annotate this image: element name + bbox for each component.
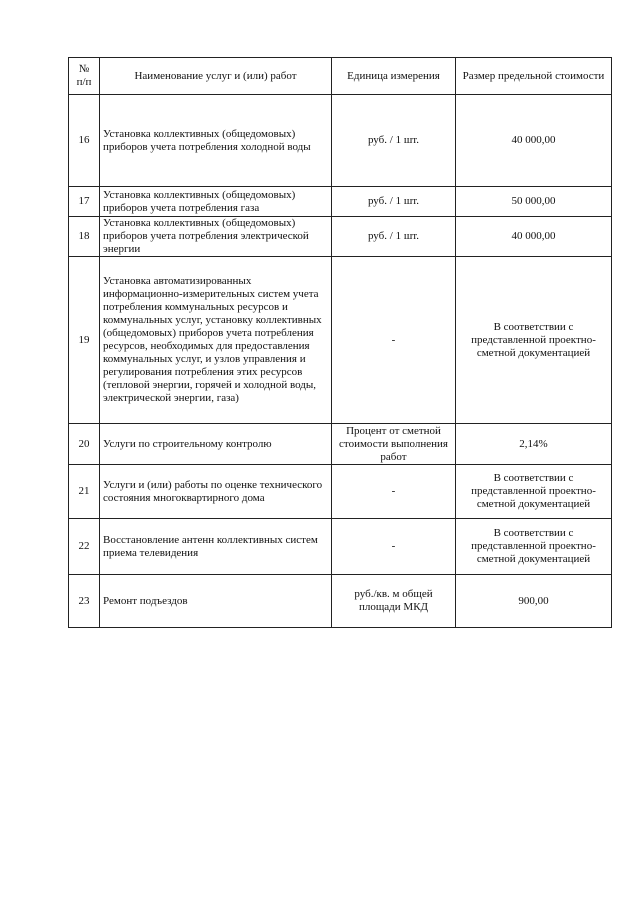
table-row	[69, 257, 612, 424]
row-num: 19	[69, 257, 100, 424]
row-unit: руб. / 1 шт.	[332, 95, 456, 187]
row-price: В соответствии с представленной проектно-сметной документацией	[456, 519, 612, 575]
row-num: 16	[69, 95, 100, 187]
row-num: 22	[69, 519, 100, 575]
row-num: 23	[69, 575, 100, 628]
row-unit: Процент от сметной стоимости выполнения работ	[332, 424, 456, 465]
row-name: Установка коллективных (общедомовых) приборов учета потребления холодной воды	[100, 95, 332, 187]
header-price: Размер предельной стоимости	[456, 58, 612, 95]
header-unit: Единица измерения	[332, 58, 456, 95]
header-num: № п/п	[69, 58, 100, 95]
row-name: Восстановление антенн коллективных систем приема телевидения	[100, 519, 332, 575]
row-num: 18	[69, 217, 100, 257]
row-unit: -	[332, 465, 456, 519]
row-unit: руб. / 1 шт.	[332, 187, 456, 217]
table-row	[69, 95, 612, 187]
row-name: Ремонт подъездов	[100, 575, 332, 628]
row-unit: -	[332, 257, 456, 424]
table-header-row	[69, 58, 612, 95]
row-name: Установка коллективных (общедомовых) приборов учета потребления электрической энергии	[100, 217, 332, 257]
table-row	[69, 465, 612, 519]
table-row	[69, 217, 612, 257]
row-name: Установка автоматизированных информационно-измерительных систем учета потребления коммунальных ресурсов и коммунальных услуг, установку коллективных (общедомовых) приборов учета потребления ресурсов, необходимых для предоставления коммунальных услуг, и узлов управления и регулирования потребления этих ресурсов (тепловой энергии, горячей и холодной воды, электрической энергии, газа)	[100, 257, 332, 424]
pricing-table	[68, 57, 612, 628]
row-price: 50 000,00	[456, 187, 612, 217]
row-name: Установка коллективных (общедомовых) приборов учета потребления газа	[100, 187, 332, 217]
row-num: 21	[69, 465, 100, 519]
table-row	[69, 187, 612, 217]
row-price: В соответствии с представленной проектно-сметной документацией	[456, 465, 612, 519]
row-num: 17	[69, 187, 100, 217]
row-unit: -	[332, 519, 456, 575]
row-name: Услуги по строительному контролю	[100, 424, 332, 465]
table-row	[69, 519, 612, 575]
row-unit: руб./кв. м общей площади МКД	[332, 575, 456, 628]
table-row	[69, 424, 612, 465]
row-num: 20	[69, 424, 100, 465]
row-price: 900,00	[456, 575, 612, 628]
row-price: В соответствии с представленной проектно-сметной документацией	[456, 257, 612, 424]
row-unit: руб. / 1 шт.	[332, 217, 456, 257]
header-name: Наименование услуг и (или) работ	[100, 58, 332, 95]
row-price: 40 000,00	[456, 217, 612, 257]
row-price: 40 000,00	[456, 95, 612, 187]
table-row	[69, 575, 612, 628]
row-name: Услуги и (или) работы по оценке технического состояния многоквартирного дома	[100, 465, 332, 519]
row-price: 2,14%	[456, 424, 612, 465]
